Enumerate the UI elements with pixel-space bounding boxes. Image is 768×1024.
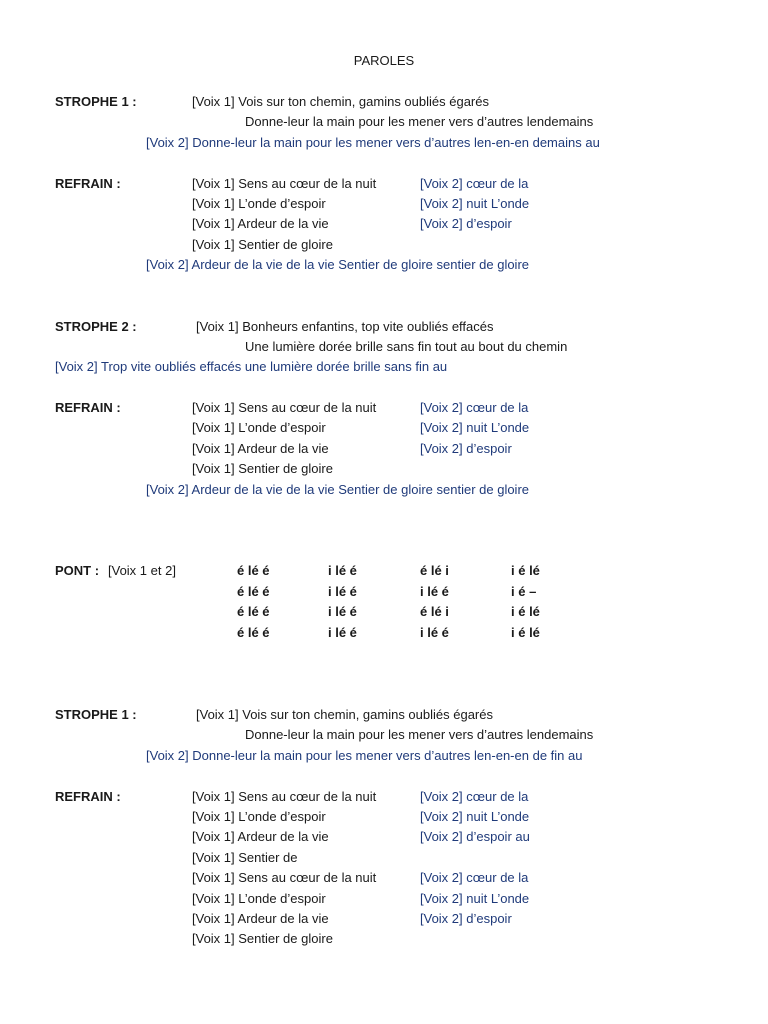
refrain-1-voix2: [Voix 2] d’espoir — [420, 216, 512, 231]
strophe-3-voix1-line2: Donne-leur la main pour les mener vers d’autres lendemains — [245, 727, 594, 742]
pont-syllable: i lé é — [328, 604, 357, 619]
refrain-1-voix1: [Voix 1] L’onde d’espoir — [192, 196, 326, 211]
refrain-2-label: REFRAIN : — [55, 400, 121, 415]
pont-syllable: i lé é — [328, 563, 357, 578]
refrain-3-voix2: [Voix 2] nuit L’onde — [420, 891, 530, 906]
pont-syllable: i é – — [511, 584, 537, 599]
refrain-2-voix1: [Voix 1] Sens au cœur de la nuit — [192, 400, 377, 415]
refrain-3-voix1: [Voix 1] L’onde d’espoir — [192, 891, 326, 906]
strophe-2-voix1-line1: [Voix 1] Bonheurs enfantins, top vite oubliés effacés — [196, 319, 494, 334]
pont-syllable: é lé é — [237, 604, 270, 619]
strophe-3-voix1-line1: [Voix 1] Vois sur ton chemin, gamins oubliés égarés — [196, 707, 493, 722]
refrain-3-voix2: [Voix 2] d’espoir au — [420, 829, 530, 844]
pont-syllable: i lé é — [420, 625, 449, 640]
refrain-3-voix1: [Voix 1] Sens au cœur de la nuit — [192, 870, 377, 885]
pont-syllable: i é lé — [511, 604, 540, 619]
refrain-2-voix2: [Voix 2] d’espoir — [420, 441, 512, 456]
strophe-2-label: STROPHE 2 : — [55, 319, 137, 334]
refrain-1-voix1: [Voix 1] Sentier de gloire — [192, 237, 333, 252]
pont-syllable: i lé é — [328, 584, 357, 599]
pont-syllable: é lé i — [420, 604, 449, 619]
refrain-1-voix2-line: [Voix 2] Ardeur de la vie de la vie Sentier de gloire sentier de gloire — [146, 257, 530, 272]
refrain-1-voix2: [Voix 2] nuit L’onde — [420, 196, 530, 211]
pont-label: PONT : — [55, 563, 100, 578]
page-title: PAROLES — [353, 53, 415, 68]
refrain-1-voix2: [Voix 2] cœur de la — [420, 176, 529, 191]
refrain-3-voix1: [Voix 1] Ardeur de la vie — [192, 829, 329, 844]
pont-voices: [Voix 1 et 2] — [108, 563, 176, 578]
refrain-2-voix1: [Voix 1] Sentier de gloire — [192, 461, 333, 476]
refrain-1-label: REFRAIN : — [55, 176, 121, 191]
strophe-2-voix1-line2: Une lumière dorée brille sans fin tout au bout du chemin — [245, 339, 568, 354]
strophe-2-voix2: [Voix 2] Trop vite oubliés effacés une lumière dorée brille sans fin au — [55, 359, 448, 374]
pont-syllable: é lé i — [420, 563, 449, 578]
refrain-2-voix2: [Voix 2] nuit L’onde — [420, 420, 530, 435]
pont-syllable: i é lé — [511, 563, 540, 578]
refrain-3-label: REFRAIN : — [55, 789, 121, 804]
pont-syllable: é lé é — [237, 563, 270, 578]
refrain-1-voix1: [Voix 1] Ardeur de la vie — [192, 216, 329, 231]
strophe-3-voix2: [Voix 2] Donne-leur la main pour les mener vers d’autres len-en-en de fin au — [146, 748, 583, 763]
refrain-3-voix1: [Voix 1] Sentier de — [192, 850, 298, 865]
refrain-3-voix2: [Voix 2] cœur de la — [420, 870, 529, 885]
refrain-3-voix1: [Voix 1] L’onde d’espoir — [192, 809, 326, 824]
refrain-3-voix2: [Voix 2] nuit L’onde — [420, 809, 530, 824]
refrain-2-voix1: [Voix 1] Ardeur de la vie — [192, 441, 329, 456]
pont-syllable: é lé é — [237, 625, 270, 640]
refrain-3-voix2: [Voix 2] cœur de la — [420, 789, 529, 804]
refrain-1-voix1: [Voix 1] Sens au cœur de la nuit — [192, 176, 377, 191]
strophe-1-voix1-line1: [Voix 1] Vois sur ton chemin, gamins oubliés égarés — [192, 94, 489, 109]
strophe-1-voix2: [Voix 2] Donne-leur la main pour les mener vers d’autres len-en-en demains au — [146, 135, 600, 150]
pont-syllable: i lé é — [420, 584, 449, 599]
refrain-2-voix2-line: [Voix 2] Ardeur de la vie de la vie Sentier de gloire sentier de gloire — [146, 482, 530, 497]
refrain-2-voix1: [Voix 1] L’onde d’espoir — [192, 420, 326, 435]
pont-syllable: i lé é — [328, 625, 357, 640]
refrain-3-voix2: [Voix 2] d’espoir — [420, 911, 512, 926]
pont-syllable: é lé é — [237, 584, 270, 599]
refrain-3-voix1: [Voix 1] Ardeur de la vie — [192, 911, 329, 926]
strophe-1-voix1-line2: Donne-leur la main pour les mener vers d’autres lendemains — [245, 114, 594, 129]
refrain-3-voix1: [Voix 1] Sens au cœur de la nuit — [192, 789, 377, 804]
strophe-3-label: STROPHE 1 : — [55, 707, 137, 722]
refrain-2-voix2: [Voix 2] cœur de la — [420, 400, 529, 415]
strophe-1-label: STROPHE 1 : — [55, 94, 137, 109]
refrain-3-voix1: [Voix 1] Sentier de gloire — [192, 931, 333, 946]
pont-syllable: i é lé — [511, 625, 540, 640]
